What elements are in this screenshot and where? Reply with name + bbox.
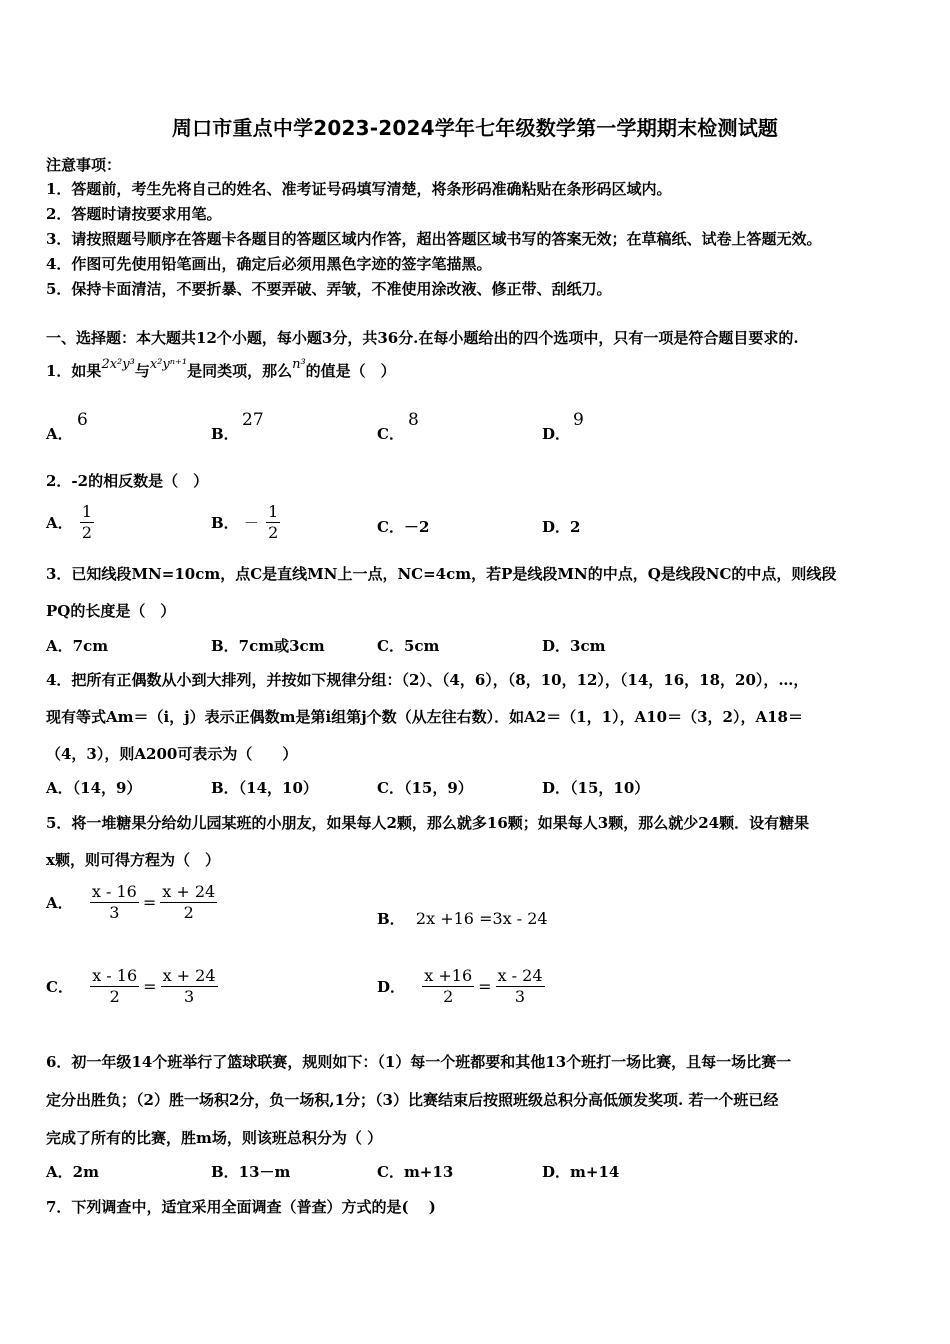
q1-term1: 2x²y³ <box>101 357 135 372</box>
question-4-line-1: 4．把所有正偶数从小到大排列，并按如下规律分组：（2）、（4，6），（8，10，12），（14，16，18，20），…， <box>46 671 809 689</box>
question-4-line-2: 现有等式Am＝（i，j）表示正偶数m是第i组第j个数（从左往右数）．如A2＝（1，1），A10＝（3，2），A18＝ <box>46 708 803 726</box>
q2-option-b[interactable] <box>211 502 282 543</box>
q2-option-b-sign: － <box>243 514 259 532</box>
q6-option-c[interactable]: C．m+13 <box>377 1163 454 1181</box>
question-1-stem <box>46 357 396 381</box>
notice-item: 1．答题前，考生先将自己的姓名、准考证号码填写清楚，将条形码准确粘贴在条形码区域内。 <box>46 180 672 198</box>
q1-option-d-label: D． <box>542 425 571 443</box>
question-7-stem: 7．下列调查中，适宜采用全面调查（普查）方式的是( ) <box>46 1198 436 1216</box>
q1-option-b-value: 27 <box>242 410 264 430</box>
q5-option-c-label: C． <box>46 978 73 996</box>
notice-item: 5．保持卡面清洁，不要折暴、不要弄破、弄皱，不准使用涂改液、修正带、刮纸刀。 <box>46 280 612 298</box>
q2-option-c[interactable]: C．－2 <box>377 518 430 536</box>
q5-option-b-equation: 2x +16 =3x - 24 <box>415 909 548 928</box>
q2-option-a-label: A． <box>46 514 73 532</box>
q1-option-b-label: B． <box>211 425 239 443</box>
q1-option-a[interactable] <box>46 423 73 444</box>
q5-option-d-left-fraction: $\frac{x +16}{2}$ <box>424 966 473 1006</box>
question-2-stem: 2．-2的相反数是（ ） <box>46 472 209 490</box>
q5-option-d-label: D． <box>377 978 406 996</box>
q1-option-c[interactable] <box>377 423 404 444</box>
question-3-line-2: PQ的长度是（ ） <box>46 602 176 620</box>
q1-suffix: 的值是（ ） <box>305 362 396 380</box>
q5-option-c-left-fraction: $\frac{x - 16}{2}$ <box>92 966 138 1006</box>
q5-option-d-right-fraction: $\frac{x - 24}{3}$ <box>497 966 543 1006</box>
notice-heading: 注意事项： <box>46 156 122 174</box>
question-6-line-1: 6．初一年级14个班举行了篮球联赛，规则如下：（1）每一个班都要和其他13个班打一场比赛，且每一场比赛一 <box>46 1053 792 1071</box>
q2-option-a-fraction: $\frac{1}{2}$ <box>81 502 93 542</box>
q1-term2: x²yⁿ⁺¹ <box>149 357 188 372</box>
q2-option-b-label: B． <box>211 514 239 532</box>
q3-option-c[interactable]: C．5cm <box>377 637 440 655</box>
notice-item: 3．请按照题号顺序在答题卡各题目的答题区域内作答，超出答题区域书写的答案无效；在草稿纸、试卷上答题无效。 <box>46 230 822 248</box>
q6-option-a[interactable]: A．2m <box>46 1163 99 1181</box>
q5-option-a-label: A． <box>46 894 73 912</box>
question-6-line-3: 完成了所有的比赛，胜m场，则该班总积分为（ ） <box>46 1129 383 1147</box>
q4-option-a[interactable]: A．（14，9） <box>46 779 142 797</box>
question-4-line-3: （4，3），则A200可表示为（ ） <box>46 745 298 763</box>
q6-option-b[interactable]: B．13－m <box>211 1163 291 1181</box>
q3-option-b[interactable]: B．7cm或3cm <box>211 637 325 655</box>
q2-option-a[interactable] <box>46 502 96 543</box>
q1-option-a-value: 6 <box>77 410 88 430</box>
q4-option-d[interactable]: D．（15，10） <box>542 779 650 797</box>
q1-mid: 与 <box>134 362 150 380</box>
q1-option-a-label: A． <box>46 425 73 443</box>
q5-option-a-left-fraction: $\frac{x - 16}{3}$ <box>91 882 137 922</box>
q1-after: 是同类项，那么 <box>187 362 293 380</box>
q5-option-c[interactable]: C． $\frac{x - 16}{2}$ = $\frac{x + 24}{3}$ <box>46 966 216 1006</box>
q3-option-d[interactable]: D．3cm <box>542 637 606 655</box>
q3-option-a[interactable]: A．7cm <box>46 637 109 655</box>
question-6-line-2: 定分出胜负；（2）胜一场积2分，负一场积,1分；（3）比赛结束后按照班级总积分高低颁发奖项. 若一个班已经 <box>46 1091 779 1109</box>
q4-option-c[interactable]: C．（15，9） <box>377 779 473 797</box>
q5-option-c-right-fraction: $\frac{x + 24}{3}$ <box>162 966 216 1006</box>
q1-option-d-value: 9 <box>573 410 584 430</box>
q2-option-b-fraction: $\frac{1}{2}$ <box>268 502 279 542</box>
question-3-line-1: 3．已知线段MN=10cm，点C是直线MN上一点，NC=4cm，若P是线段MN的中点，Q是线段NC的中点，则线段 <box>46 565 837 583</box>
q2-option-d[interactable]: D．2 <box>542 518 581 536</box>
notice-item: 2．答题时请按要求用笔。 <box>46 205 222 223</box>
q1-option-c-label: C． <box>377 425 404 443</box>
q5-option-a-right-fraction: $\frac{x + 24}{2}$ <box>162 882 216 922</box>
q5-option-d[interactable]: D． $\frac{x +16}{2}$ = $\frac{x - 24}{3}$ <box>377 966 543 1006</box>
notice-item: 4．作图可先使用铅笔画出，确定后必须用黑色字迹的签字笔描黑。 <box>46 255 492 273</box>
q1-option-c-value: 8 <box>408 410 419 430</box>
question-5-line-2: x颗，则可得方程为（ ） <box>46 851 220 869</box>
q5-option-b-label: B． <box>377 910 405 928</box>
q6-option-d[interactable]: D．m+14 <box>542 1163 620 1181</box>
q1-term3: n³ <box>292 357 306 372</box>
page-title: 周口市重点中学2023-2024学年七年级数学第一学期期末检测试题 <box>171 116 779 140</box>
section-heading: 一、选择题：本大题共12个小题，每小题3分，共36分.在每小题给出的四个选项中，只有一项是符合题目要求的. <box>46 329 799 347</box>
q4-option-b[interactable]: B．（14，10） <box>211 779 318 797</box>
q1-option-d[interactable] <box>542 423 570 444</box>
q1-prefix: 1．如果 <box>46 362 102 380</box>
q5-option-b[interactable] <box>377 908 548 929</box>
q1-option-b[interactable] <box>211 423 239 444</box>
question-5-line-1: 5．将一堆糖果分给幼儿园某班的小朋友，如果每人2颗，那么就多16颗；如果每人3颗，那么就少24颗．设有糖果 <box>46 814 810 832</box>
q5-option-a[interactable]: A． $\frac{x - 16}{3}$ = $\frac{x + 24}{2}$ <box>46 882 216 922</box>
